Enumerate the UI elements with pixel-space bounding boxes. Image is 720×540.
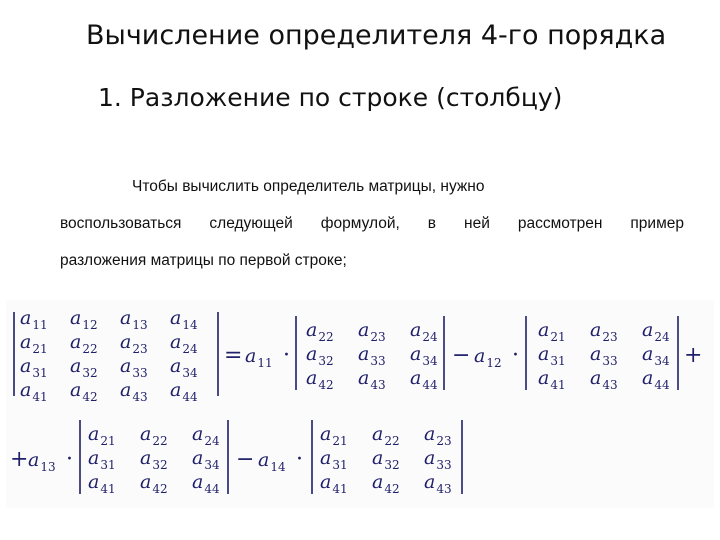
paragraph-word: следующей: [209, 215, 293, 232]
equals-sign: =: [224, 343, 243, 368]
multiply-dot: ·: [512, 343, 519, 368]
multiply-dot: ·: [283, 343, 290, 368]
main-determinant-element: $a_{14}$: [170, 307, 198, 332]
minor-4-element: $a_{22}$: [372, 423, 400, 448]
main-determinant-element: $a_{22}$: [70, 331, 98, 356]
main-determinant-element: $a_{33}$: [120, 355, 148, 380]
main-determinant-element: $a_{24}$: [170, 331, 198, 356]
minor-4-element: $a_{32}$: [372, 447, 400, 472]
coefficient-a14: $a_{14}$: [258, 449, 286, 474]
multiply-dot: ·: [66, 447, 73, 472]
main-determinant-element: $a_{32}$: [70, 355, 98, 380]
minor-2-element: $a_{24}$: [642, 319, 670, 344]
minor-3-element: $a_{44}$: [192, 471, 220, 496]
paragraph-word: пример: [630, 215, 684, 232]
main-determinant-element: $a_{13}$: [120, 307, 148, 332]
slide-subtitle: 1. Разложение по строке (столбцу): [98, 83, 563, 112]
paragraph-line-3: разложения матрицы по первой строке;: [60, 252, 347, 269]
minor-4-element: $a_{42}$: [372, 471, 400, 496]
plus-sign: +: [10, 447, 29, 472]
main-determinant-element: $a_{31}$: [20, 355, 48, 380]
main-determinant-element: $a_{21}$: [20, 331, 48, 356]
main-determinant-element: $a_{11}$: [20, 307, 48, 332]
minor-3-element: $a_{24}$: [192, 423, 220, 448]
main-determinant-element: $a_{34}$: [170, 355, 198, 380]
minor-4-element: $a_{33}$: [424, 447, 452, 472]
minor-1-element: $a_{23}$: [358, 319, 386, 344]
minor-3-element: $a_{41}$: [88, 471, 116, 496]
minor-2-element: $a_{23}$: [590, 319, 618, 344]
minor-3-element: $a_{42}$: [140, 471, 168, 496]
paragraph-word: формулой,: [320, 215, 400, 232]
minor-2-element: $a_{31}$: [538, 343, 566, 368]
minor-1-element: $a_{34}$: [410, 343, 438, 368]
coefficient-a13: $a_{13}$: [28, 449, 56, 474]
main-determinant-element: $a_{12}$: [70, 307, 98, 332]
paragraph-word: в: [427, 215, 437, 232]
minor-2-element: $a_{33}$: [590, 343, 618, 368]
determinant-expansion-formula: [0, 300, 720, 508]
formula-block: [0, 300, 720, 508]
minor-1-element: $a_{32}$: [306, 343, 334, 368]
paragraph-word: рассмотрен: [517, 215, 603, 232]
coefficient-a12: $a_{12}$: [474, 345, 502, 370]
minor-4-element: $a_{23}$: [424, 423, 452, 448]
minor-4-element: $a_{21}$: [320, 423, 348, 448]
minus-sign: −: [236, 447, 255, 472]
minus-sign: −: [452, 343, 471, 368]
slide-title: Вычисление определителя 4-го порядка: [86, 20, 667, 51]
main-determinant-element: $a_{23}$: [120, 331, 148, 356]
trailing-plus: +: [684, 343, 703, 368]
paragraph-word: воспользоваться: [60, 215, 182, 232]
paragraph-line-2: [60, 215, 684, 233]
minor-3-element: $a_{21}$: [88, 423, 116, 448]
minor-4-element: $a_{43}$: [424, 471, 452, 496]
minor-4-element: $a_{31}$: [320, 447, 348, 472]
minor-2-element: $a_{43}$: [590, 367, 618, 392]
minor-3-element: $a_{22}$: [140, 423, 168, 448]
minor-3-element: $a_{32}$: [140, 447, 168, 472]
multiply-dot: ·: [296, 447, 303, 472]
minor-1-element: $a_{42}$: [306, 367, 334, 392]
minor-2-element: $a_{41}$: [538, 367, 566, 392]
minor-3-element: $a_{34}$: [192, 447, 220, 472]
main-determinant-element: $a_{41}$: [20, 379, 48, 404]
minor-3-element: $a_{31}$: [88, 447, 116, 472]
main-determinant-element: $a_{43}$: [120, 379, 148, 404]
paragraph-word: ней: [464, 215, 490, 232]
paragraph-line-1: Чтобы вычислить определитель матрицы, нужно: [132, 178, 485, 195]
coefficient-a11: $a_{11}$: [245, 345, 273, 370]
minor-1-element: $a_{33}$: [358, 343, 386, 368]
minor-2-element: $a_{34}$: [642, 343, 670, 368]
main-determinant-element: $a_{44}$: [170, 379, 198, 404]
minor-2-element: $a_{21}$: [538, 319, 566, 344]
minor-1-element: $a_{43}$: [358, 367, 386, 392]
minor-4-element: $a_{41}$: [320, 471, 348, 496]
minor-1-element: $a_{24}$: [410, 319, 438, 344]
minor-1-element: $a_{44}$: [410, 367, 438, 392]
main-determinant-element: $a_{42}$: [70, 379, 98, 404]
minor-1-element: $a_{22}$: [306, 319, 334, 344]
minor-2-element: $a_{44}$: [642, 367, 670, 392]
